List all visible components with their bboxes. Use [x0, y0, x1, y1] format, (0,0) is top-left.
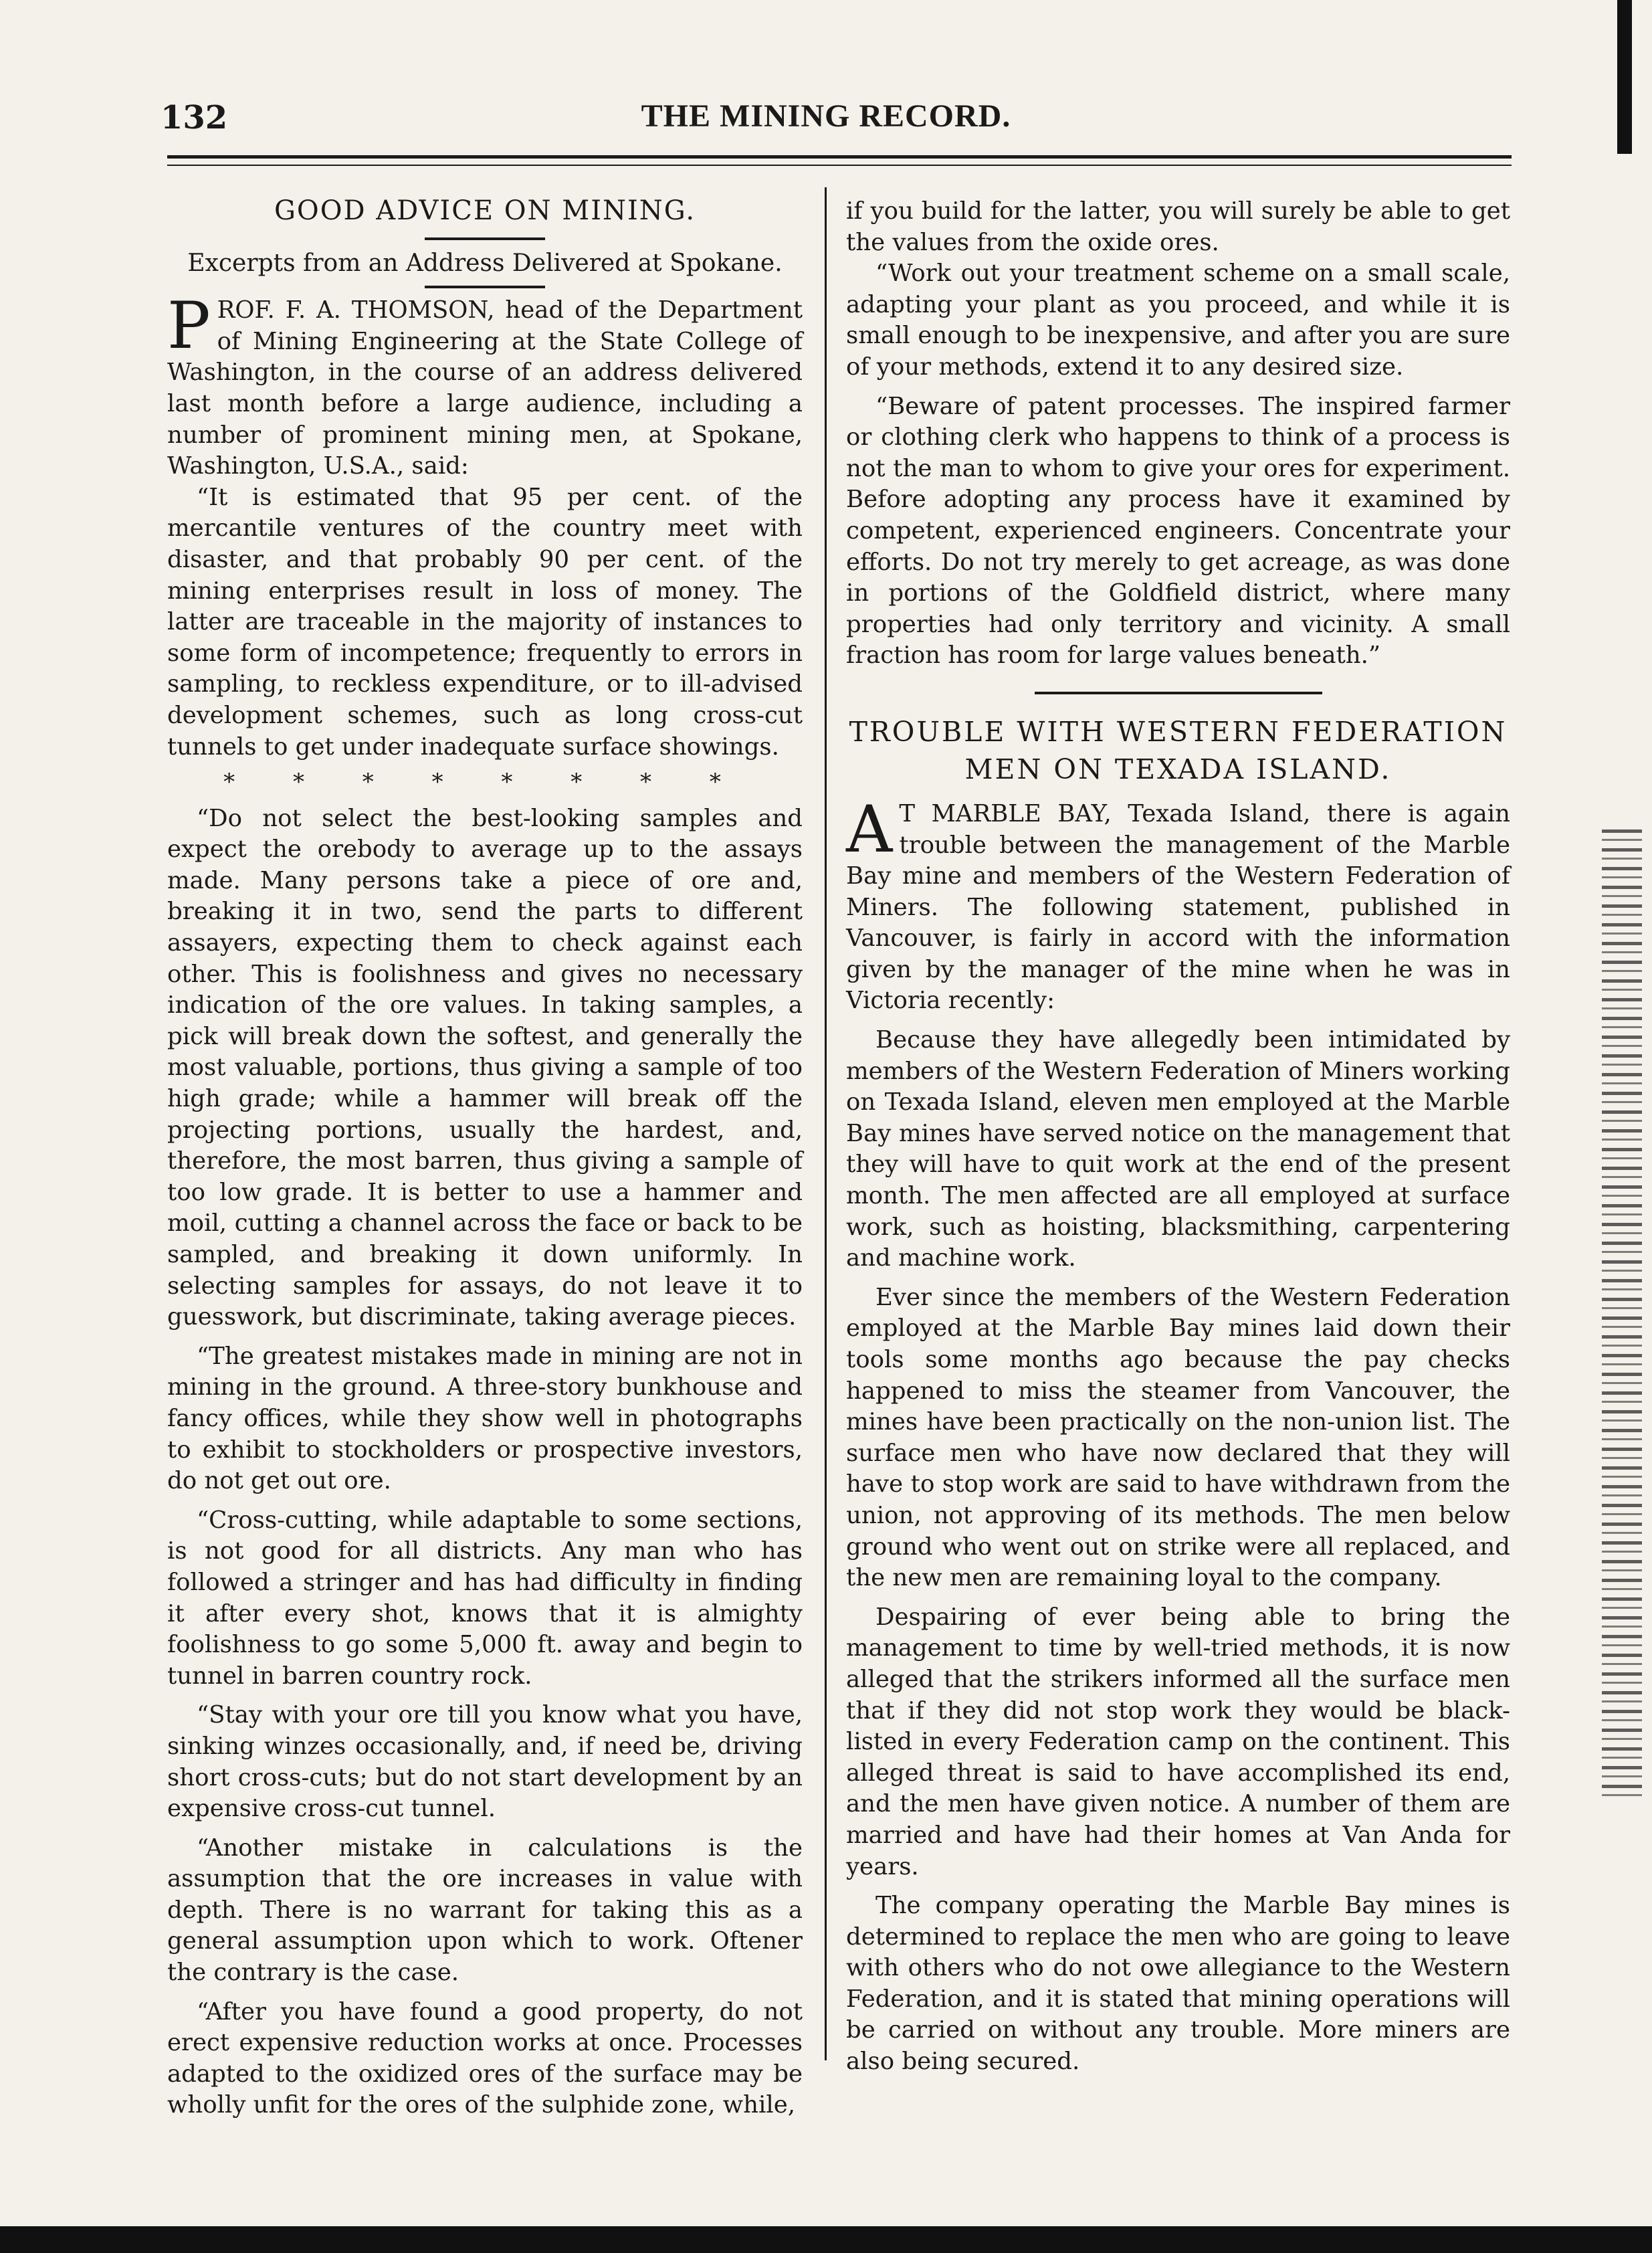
article-paragraph: “Stay with your ore till you know what you have, sinking winzes occasionally, and, if need be, driving short cross-cuts; but do not start development by an expensive cross-cut tunnel. — [167, 1701, 803, 1823]
column-divider — [825, 187, 827, 2060]
scan-bottom-edge — [0, 2226, 1652, 2253]
article-paragraph: “The greatest mistakes made in mining are not in mining in the ground. A three-story bunkhouse and fancy offices, while they show well in photographs to exhibit to stockholders or prospective investors, do not get out ore. — [167, 1342, 803, 1495]
article-paragraph: Because they have allegedly been intimidated by members of the Western Federation of Miners working on Texada Island, eleven men employed at the Marble Bay mines have served notice on the management that they will have to quit work at the end of the present month. The men affected are all employed at surface work, such as hoisting, blacksmithing, carpentering and machine work. — [846, 1026, 1510, 1272]
article-paragraph: “Beware of patent processes. The inspired farmer or clothing clerk who happens to think of a process is not the man to whom to give your ores for experiment. Before adopting any process have it examined by competent, experienced engineers. Concentrate your efforts. Do not try merely to get acreage, as was done in portions of the Goldfield district, where many properties had only territory and vicinity. A small fraction has room for large values beneath.” — [846, 392, 1510, 670]
scan-edge-mark — [1617, 0, 1632, 154]
article-title — [846, 713, 1510, 788]
section-break-stars: * * * * * * * * — [223, 769, 746, 796]
article-paragraph: if you build for the latter, you will surely be able to get the values from the oxide ores. — [846, 197, 1510, 256]
article-title-line: TROUBLE WITH WESTERN FEDERATION — [849, 715, 1508, 748]
article-paragraph: “Work out your treatment scheme on a small scale, adapting your plant as you proceed, and while it is small enough to be inexpensive, and after you are sure of your methods, extend it to any desired size. — [846, 260, 1510, 381]
article-paragraph — [167, 288, 803, 482]
page-number: 132 — [161, 99, 228, 136]
left-column — [167, 189, 803, 2121]
article-title: GOOD ADVICE ON MINING. — [274, 195, 696, 226]
article-title-line: MEN ON TEXADA ISLAND. — [964, 753, 1392, 785]
article-paragraph: Despairing of ever being able to bring the management to time by well-tried methods, it is now alleged that the strikers informed all the surface men that if they did not stop work they would be black-listed in every Federation camp on the continent. This alleged threat is said to have accomplished its end, and the men have given notice. A number of them are married and have had their homes at Van Anda for years. — [846, 1603, 1510, 1880]
article-paragraph: “It is estimated that 95 per cent. of the mercantile ventures of the country meet with disaster, and that probably 90 per cent. of the mining enterprises result in loss of money. The latter are traceable in the majority of instances to some form of incompetence; frequently to errors in sampling, to reckless expenditure, or to ill-advised development schemes, such as long cross-cut tunnels to get under inadequate surface showings. — [167, 483, 803, 761]
article-paragraph: “Cross-cutting, while adaptable to some sections, is not good for all districts. Any man who has followed a stringer and has had difficulty in finding it after every shot, knows that it is almighty foolishness to go some 5,000 ft. away and begin to tunnel in barren country rock. — [167, 1506, 803, 1690]
article-separator-rule — [1035, 692, 1322, 694]
article-paragraph: “After you have found a good property, do not erect expensive reduction works at once. Processes adapted to the oxidized ores of the surface may be wholly unfit for the ores of the sulphide zone, while, — [167, 1997, 803, 2119]
paragraph-text: T MARBLE BAY, Texada Island, there is again trouble between the management of the Marble Bay mine and members of the Western Federation of Miners. The following statement, published in Vancouver, is fairly in accord with the information given by the manager of the mine when he was in Victoria recently: — [846, 799, 1510, 1015]
paragraph-text: ROF. F. A. THOMSON, head of the Department of Mining Engineering at the State College of Washington, in the course of an address delivered last month before a large audience, including a number of prominent mining men, at Spokane, Washington, U.S.A., said: — [167, 296, 803, 480]
right-column — [846, 196, 1510, 2078]
drop-cap: P — [167, 288, 211, 364]
title-rule — [425, 237, 545, 240]
header-rule — [167, 155, 1512, 159]
article-paragraph: “Another mistake in calculations is the assumption that the ore increases in value with depth. There is no warrant for taking this as a general assumption upon which to work. Oftener the contrary is the case. — [167, 1834, 803, 1987]
article-paragraph: The company operating the Marble Bay mines is determined to replace the men who are going to leave with others who do not owe allegiance to the Western Federation, and it is stated that mining operations will be carried on without any trouble. More miners are also being secured. — [846, 1892, 1510, 2076]
article-subtitle: Excerpts from an Address Delivered at Spokane. — [187, 249, 783, 277]
drop-cap: A — [846, 791, 893, 867]
running-title: THE MINING RECORD. — [641, 98, 1011, 134]
scan-binding-shadow — [1602, 829, 1642, 1799]
article-paragraph: Ever since the members of the Western Federation employed at the Marble Bay mines laid down their tools some months ago because the pay checks happened to miss the steamer from Vancouver, the mines have been practically on the non-union list. The surface men who have now declared that they will have to stop work are said to have withdrawn from the union, not approving of its methods. The men below ground who went out on strike were all replaced, and the new men are remaining loyal to the company. — [846, 1283, 1510, 1592]
article-paragraph: “Do not select the best-looking samples and expect the orebody to average up to the assays made. Many persons take a piece of ore and, breaking it in two, send the parts to different assayers, expecting them to check against each other. This is foolishness and gives no necessary indication of the ore values. In taking samples, a pick will break down the softest, and generally the most valuable, portions, thus giving a sample of too high grade; while a hammer will break off the projecting portions, usually the hardest, and, therefore, the most barren, thus giving a sample of too low grade. It is better to use a hammer and moil, cutting a channel across the face or back to be sampled, and breaking it down uniformly. In selecting samples for assays, do not leave it to guesswork, but discriminate, taking average pieces. — [167, 804, 803, 1331]
subtitle-rule — [425, 286, 545, 288]
header-rule-thin — [167, 165, 1512, 166]
article-paragraph — [846, 791, 1510, 1017]
